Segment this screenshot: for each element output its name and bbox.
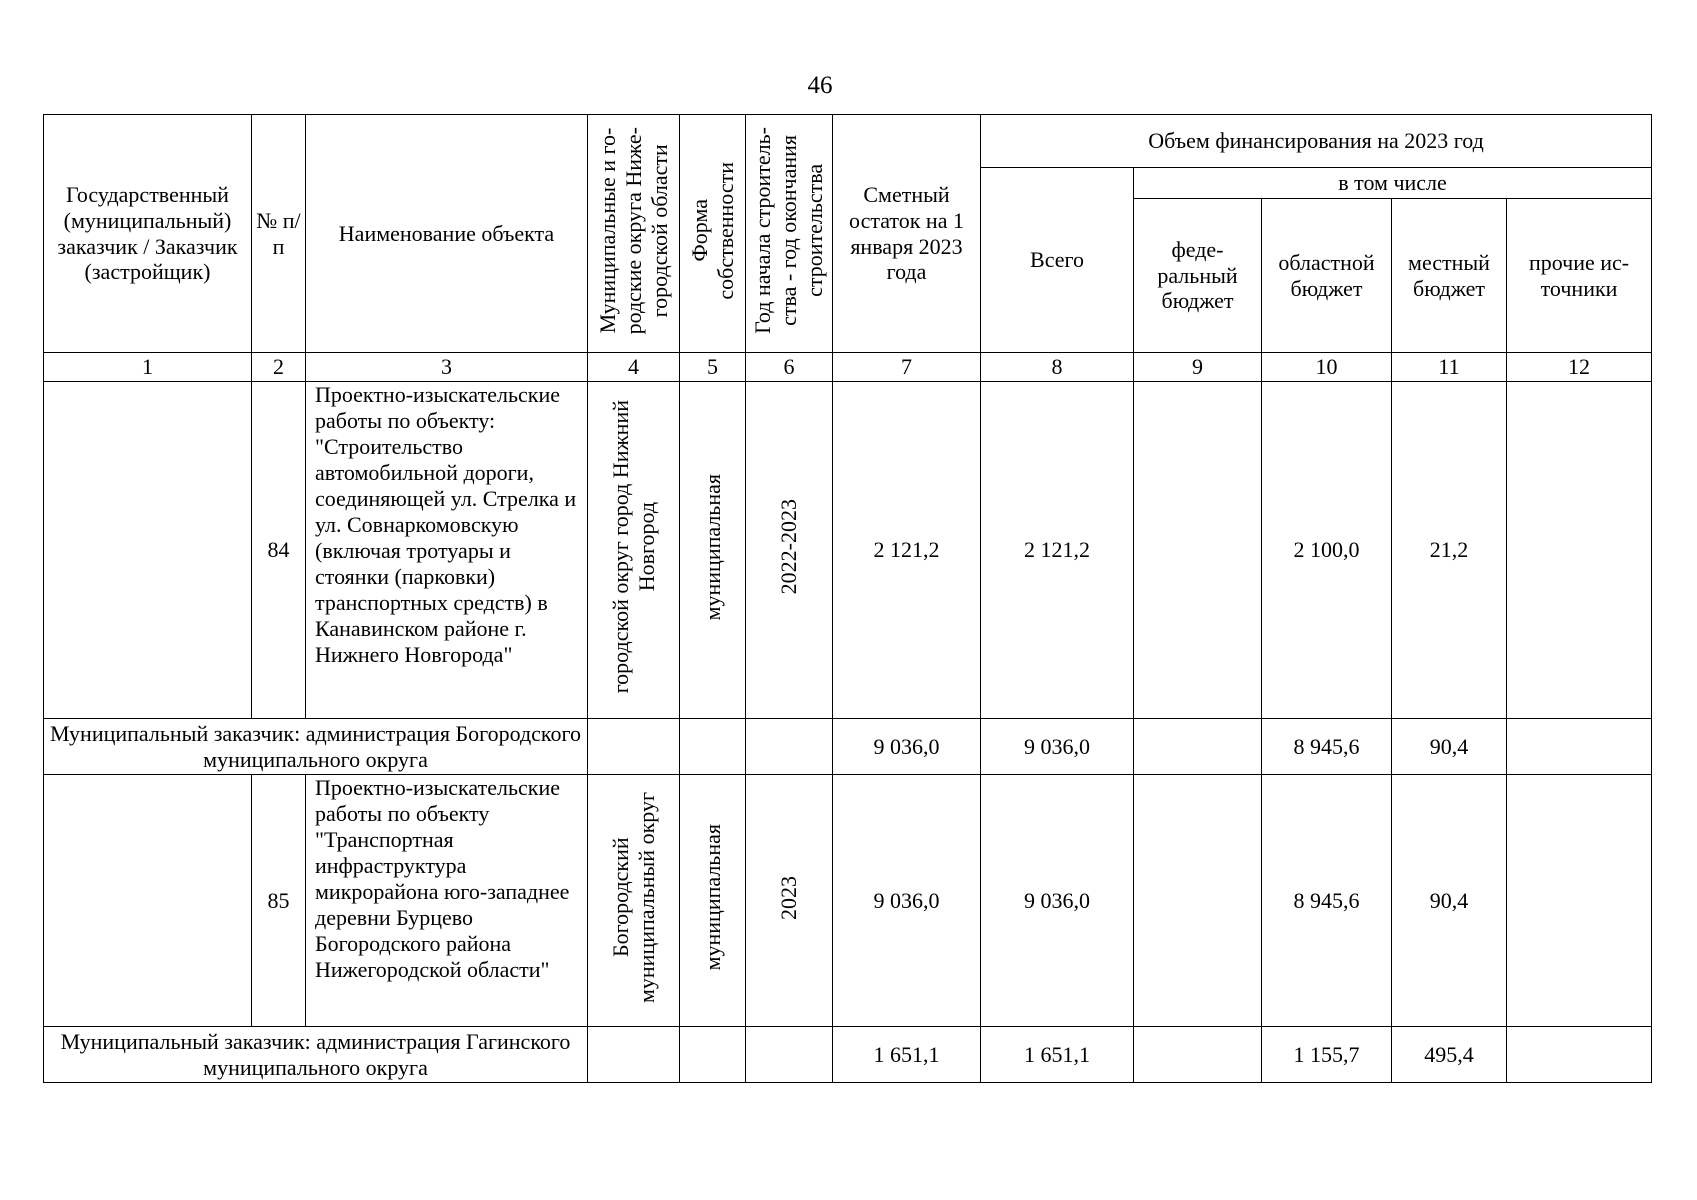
header-including: в том числе bbox=[1134, 168, 1652, 199]
table-row bbox=[44, 382, 1652, 719]
regional: 8 945,6 bbox=[1262, 775, 1392, 1027]
header-object-name: Наименование объекта bbox=[306, 115, 588, 353]
federal bbox=[1134, 1027, 1262, 1083]
header-customer: Государственный (муниципальный) заказчик / Заказчик (застройщик) bbox=[44, 115, 252, 353]
header-local: местный бюджет bbox=[1392, 199, 1507, 353]
local: 90,4 bbox=[1392, 775, 1507, 1027]
ownership: муниципальная bbox=[699, 473, 725, 621]
object-name: Проектно-изыскательские работы по объекту: "Строительство автомобильной дороги, соединяющей ул. Стрелка и ул. Совнаркомовскую (включая тротуары и стоянки (парковки) транспортных средств) в Канавинском районе г. Нижнего Новгорода" bbox=[306, 382, 588, 719]
column-number: 12 bbox=[1507, 353, 1652, 382]
column-number: 9 bbox=[1134, 353, 1262, 382]
table-row bbox=[44, 775, 1652, 1027]
estimate: 9 036,0 bbox=[833, 775, 981, 1027]
estimate: 1 651,1 bbox=[833, 1027, 981, 1083]
header-years: Год начала строитель- ства - год окончания строительства bbox=[750, 127, 827, 334]
federal bbox=[1134, 382, 1262, 719]
header-districts: Муниципальные и го- родские округа Ниже- городской области bbox=[594, 126, 672, 335]
row-num: 85 bbox=[252, 775, 306, 1027]
years: 2023 bbox=[776, 875, 802, 920]
total: 2 121,2 bbox=[981, 382, 1134, 719]
header-financing: Объем финансирования на 2023 год bbox=[981, 115, 1652, 168]
column-number: 11 bbox=[1392, 353, 1507, 382]
column-number: 2 bbox=[252, 353, 306, 382]
total: 1 651,1 bbox=[981, 1027, 1134, 1083]
federal bbox=[1134, 719, 1262, 775]
column-number: 10 bbox=[1262, 353, 1392, 382]
column-number: 8 bbox=[981, 353, 1134, 382]
column-number: 4 bbox=[588, 353, 680, 382]
other bbox=[1507, 1027, 1652, 1083]
local: 90,4 bbox=[1392, 719, 1507, 775]
estimate: 9 036,0 bbox=[833, 719, 981, 775]
ownership: муниципальная bbox=[699, 824, 725, 971]
other bbox=[1507, 775, 1652, 1027]
header-estimated-balance: Сметный остаток на 1 января 2023 года bbox=[833, 115, 981, 353]
header-num: № п/п bbox=[252, 115, 306, 353]
other bbox=[1507, 382, 1652, 719]
years: 2022-2023 bbox=[776, 499, 802, 595]
estimate: 2 121,2 bbox=[833, 382, 981, 719]
header-total: Всего bbox=[981, 168, 1134, 353]
column-number: 3 bbox=[306, 353, 588, 382]
header-other: прочие ис-точники bbox=[1507, 199, 1652, 353]
page-number: 46 bbox=[807, 72, 833, 99]
regional: 8 945,6 bbox=[1262, 719, 1392, 775]
district: Богородский муниципальный округ bbox=[607, 792, 659, 1004]
total: 9 036,0 bbox=[981, 719, 1134, 775]
customer-label: Муниципальный заказчик: администрация Гагинского муниципального округа bbox=[44, 1027, 588, 1083]
other bbox=[1507, 719, 1652, 775]
local: 21,2 bbox=[1392, 382, 1507, 719]
financing-table bbox=[43, 114, 1652, 1083]
regional: 1 155,7 bbox=[1262, 1027, 1392, 1083]
header-federal: феде-ральный бюджет bbox=[1134, 199, 1262, 353]
federal bbox=[1134, 775, 1262, 1027]
header-regional: областной бюджет bbox=[1262, 199, 1392, 353]
column-number: 6 bbox=[746, 353, 833, 382]
column-number: 1 bbox=[44, 353, 252, 382]
header-ownership: Форма собственности bbox=[686, 161, 738, 300]
regional: 2 100,0 bbox=[1262, 382, 1392, 719]
customer-row bbox=[44, 1027, 1652, 1083]
district: городской округ город Нижний Новгород bbox=[607, 400, 659, 694]
local: 495,4 bbox=[1392, 1027, 1507, 1083]
object-name: Проектно-изыскательские работы по объекту "Транспортная инфраструктура микрорайона юго-западнее деревни Бурцево Богородского района Нижегородской области" bbox=[306, 775, 588, 1027]
column-numbers-row bbox=[44, 353, 1652, 382]
total: 9 036,0 bbox=[981, 775, 1134, 1027]
customer-label: Муниципальный заказчик: администрация Богородского муниципального округа bbox=[44, 719, 588, 775]
column-number: 7 bbox=[833, 353, 981, 382]
row-num: 84 bbox=[252, 382, 306, 719]
column-number: 5 bbox=[680, 353, 746, 382]
customer-row bbox=[44, 719, 1652, 775]
